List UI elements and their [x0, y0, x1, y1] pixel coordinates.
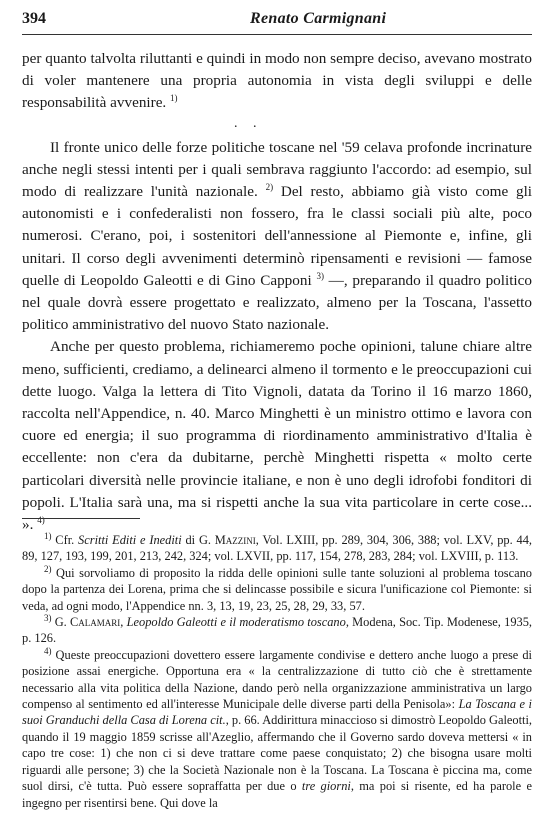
footnote-text: , p. 66. Addirittura minaccioso si dimostrò Leopoldo Galeotti, quando il 19 maggio 1859 scrisse all'Azeglio, affermando che il Governo sardo doveva mettersi « in capo tre cose: 1) che non ci si deve trattare come paese conquistato; 2) che bisogna usare molti riguardi alle persone; 3) che la Società Nazionale non è la Toscana. La Toscana è piccina ma, come suol dirsi, c'è tutta. Può essere sopraffatta per due o: [22, 713, 533, 794]
footnote-text: , Vol. LXIII, pp. 289, 304, 306, 388; vol. LXV, pp. 44, 89, 127, 193, 199, 201, 213, 242, 324; vol. LXVII, pp. 117, 154, 278, 283, 284; vol. LXVIII, p. 113.: [22, 533, 533, 564]
paragraph-text: Il fronte unico delle forze politiche toscane nel '59 celava profonde incrinature anche negli stessi intenti per i quali sembrava raggiunto l'accordo: ad esempio, sul modo di realizzare l'unità nazionale.: [22, 138, 532, 201]
footnote-ref: 1): [170, 93, 178, 104]
page-number: 394: [22, 10, 46, 27]
cited-title: Scritti Editi e Inediti: [78, 533, 182, 547]
footnote-text: , Modena, Soc. Tip. Modenese, 1935, p. 126.: [22, 615, 533, 646]
footnote-ref: 2): [265, 181, 274, 192]
footnote: [22, 647, 532, 811]
paragraph: [22, 137, 532, 337]
footnote-text: di: [181, 533, 199, 547]
footnote-number: 3): [44, 612, 52, 623]
cited-title: La Toscana e i suoi Granduchi della Casa di Lorena cit.: [22, 697, 532, 728]
cited-author: G. Calamari: [51, 615, 121, 630]
footnote: [22, 565, 532, 614]
paragraph-text: Anche per questo problema, richiameremo poche opinioni, talune chiare altre meno, sufficienti, crediamo, a delinearci almeno il tormento e le preoccupazioni cui dette luogo. Valga la lettera di Tito Vignoli, datata da Torino il 16 marzo 1860, raccolta nell'Appendice, n. 40. Marco Minghetti è un ministro ottimo e lavora con cuore ed energia; il suo programma di riordinamento amministrativo d'Italia è eccellente: non c'era da dubitarne, perchè Minghetti rispetta « molto certe particolari diversità nelle provincie italiane, e non è uno degli idrofobi fonditori di popoli. L'Italia sarà una, ma si rispetti anche la sua vita particolare in certe cose... ».: [22, 338, 532, 534]
page-header: [22, 4, 532, 35]
footnote-rule: [22, 518, 140, 519]
main-text: [22, 48, 532, 536]
footnote-text: Queste preoccupazioni dovettero essere largamente condivise e dettero anche luogo a prese di posizione assai energiche. Opportuna era « la centralizzazione di tutto ciò che è strettamente necessario alla vita politica della Nazione, dando però nella organizzazione amministrativa un largo compenso al sentimento ed all'interesse Municipale delle diverse parti della Penisola»:: [22, 647, 532, 712]
footnote-number: 2): [44, 563, 52, 574]
italic-phrase: tre giorni: [301, 779, 351, 794]
footnote-ref: 3): [316, 270, 324, 281]
footnote: [22, 614, 532, 647]
section-separator: . .: [234, 115, 263, 131]
paragraph: [22, 48, 532, 115]
footnotes: [22, 532, 532, 811]
footnote-text: Qui sorvoliamo di proposito la ridda delle opinioni sulle tante soluzioni al problema toscano dopo la partenza dei Lorena, prima che si delincasse possibile e sicura l'unificazione col Piemonte: si veda, ad ogni modo, l'Appendice nn. 3, 13, 19, 23, 25, 28, 29, 33, 57.: [22, 565, 532, 613]
footnote: [22, 532, 532, 565]
cited-author: G. Mazzini: [198, 533, 256, 547]
cited-title: Leopoldo Galeotti e il moderatismo toscano: [126, 615, 346, 630]
paragraph-text: per quanto talvolta riluttanti e quindi in modo non sempre deciso, avevano mostrato di voler mantenere una propria autonomia in vista degli sviluppi e delle responsabilità avvenire.: [22, 50, 532, 112]
footnote-number: 4): [44, 645, 52, 656]
paragraph-text: —, preparando il quadro politico nel quale dovrà essere progettato e realizzato, almeno per la Toscana, l'assetto politico amministrativo del nuovo Stato nazionale.: [22, 271, 532, 334]
footnote-text: ,: [120, 615, 127, 630]
paragraph: [22, 336, 532, 536]
footnote-text: , ma poi si risente, ed ha parole e ingegno per risentirsi bene. Qui dove la: [22, 779, 532, 810]
footnote-text: Cfr.: [51, 533, 79, 547]
footnote-ref: 4): [37, 515, 45, 525]
footnote-number: 1): [44, 530, 52, 541]
running-head: Renato Carmignani: [250, 10, 387, 27]
paragraph-text: Del resto, abbiamo già visto come gli autonomisti e i confederalisti non fossero, fra le classi sociali più alte, poco numerosi. C'erano, poi, i sostenitori dell'annessione al Piemonte e, infine, gli unitari. Il corso degli avvenimenti determinò ripensamenti e revisioni — famose quelle di Leopoldo Galeotti e di Gino Capponi: [22, 183, 533, 289]
